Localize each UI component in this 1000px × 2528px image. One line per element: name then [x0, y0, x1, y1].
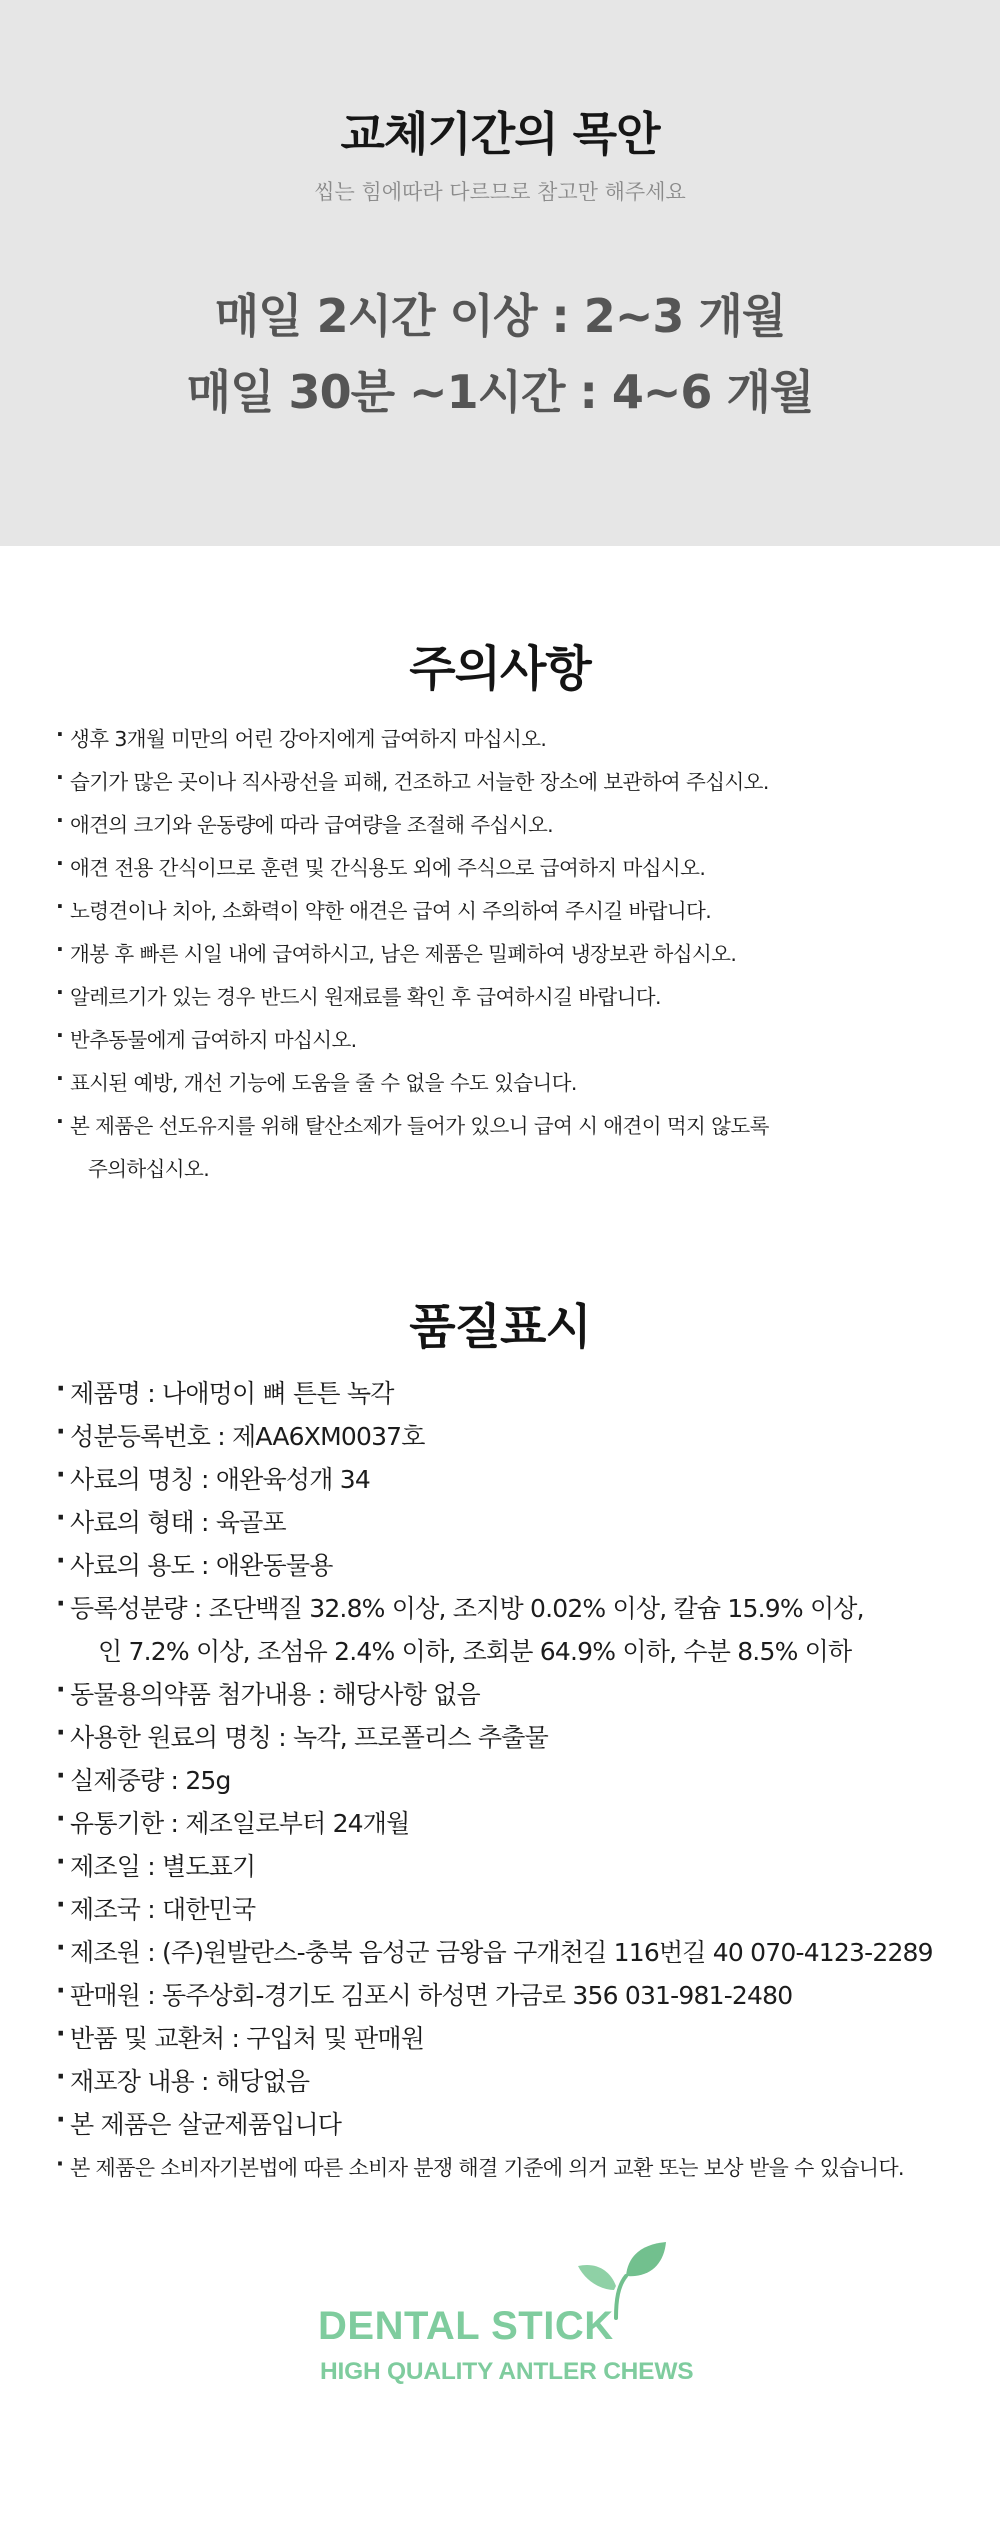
quality-item: · 등록성분량 : 조단백질 32.8% 이상, 조지방 0.02% 이상, 칼슘 15.9% 이상,: [70, 1589, 864, 1625]
dental-stick-logo: [310, 2240, 710, 2400]
replacement-line-daily-2h: 매일 2시간 이상 : 2~3 개월: [214, 289, 786, 343]
quality-item: · 제조국 : 대한민국: [70, 1890, 255, 1926]
caution-item: · 애견 전용 간식이므로 훈련 및 간식용도 외에 주식으로 급여하지 마십시오.: [70, 851, 705, 881]
replacement-period-panel: [0, 0, 1000, 546]
quality-title: 품질표시: [409, 1299, 591, 1355]
logo-name: DENTAL STICK: [318, 2304, 614, 2348]
quality-item: · 제품명 : 나애멍이 뼈 튼튼 녹각: [70, 1374, 394, 1410]
quality-item: · 제조일 : 별도표기: [70, 1847, 255, 1883]
caution-item: · 표시된 예방, 개선 기능에 도움을 줄 수 없을 수도 있습니다.: [70, 1066, 577, 1096]
quality-item: · 판매원 : 동주상회-경기도 김포시 하성면 가금로 356 031-981-2480: [70, 1976, 792, 2012]
caution-item: · 본 제품은 선도유지를 위해 탈산소제가 들어가 있으니 급여 시 애견이 먹지 않도록: [70, 1109, 769, 1139]
replacement-line-daily-30m: 매일 30분 ~1시간 : 4~6 개월: [186, 365, 814, 419]
quality-item: · 성분등록번호 : 제AA6XM0037호: [70, 1417, 425, 1453]
replacement-subtitle: 씹는 힘에따라 다르므로 참고만 해주세요: [314, 180, 686, 204]
quality-item: · 제조원 : (주)원발란스-충북 음성군 금왕읍 구개천길 116번길 40 070-4123-2289: [70, 1933, 933, 1969]
quality-item: · 반품 및 교환처 : 구입처 및 판매원: [70, 2019, 424, 2055]
caution-item-continued: 주의하십시오.: [88, 1157, 210, 1181]
quality-item: · 본 제품은 살균제품입니다: [70, 2105, 341, 2141]
caution-item: · 습기가 많은 곳이나 직사광선을 피해, 건조하고 서늘한 장소에 보관하여 주십시오.: [70, 765, 769, 795]
logo-tagline: HIGH QUALITY ANTLER CHEWS: [320, 2358, 694, 2385]
caution-item: · 생후 3개월 미만의 어린 강아지에게 급여하지 마십시오.: [70, 722, 546, 752]
caution-item: · 애견의 크기와 운동량에 따라 급여량을 조절해 주십시오.: [70, 808, 553, 838]
quality-item: · 재포장 내용 : 해당없음: [70, 2062, 309, 2098]
caution-item: · 반추동물에게 급여하지 마십시오.: [70, 1023, 357, 1053]
caution-item: · 개봉 후 빠른 시일 내에 급여하시고, 남은 제품은 밀폐하여 냉장보관 하십시오.: [70, 937, 736, 967]
caution-title: 주의사항: [409, 641, 591, 697]
caution-item: · 알레르기가 있는 경우 반드시 원재료를 확인 후 급여하시길 바랍니다.: [70, 980, 661, 1010]
quality-item: · 유통기한 : 제조일로부터 24개월: [70, 1804, 409, 1840]
quality-item: · 사료의 형태 : 육골포: [70, 1503, 286, 1539]
quality-item: · 사료의 명칭 : 애완육성개 34: [70, 1460, 370, 1496]
quality-item-continued: 인 7.2% 이상, 조섬유 2.4% 이하, 조회분 64.9% 이하, 수분 8.5% 이하: [98, 1637, 852, 1666]
quality-item: · 사료의 용도 : 애완동물용: [70, 1546, 333, 1582]
quality-item: · 본 제품은 소비자기본법에 따른 소비자 분쟁 해결 기준에 의거 교환 또는 보상 받을 수 있습니다.: [70, 2152, 904, 2182]
caution-item: · 노령견이나 치아, 소화력이 약한 애견은 급여 시 주의하여 주시길 바랍니다.: [70, 894, 711, 924]
quality-item: · 동물용의약품 첨가내용 : 해당사항 없음: [70, 1675, 480, 1711]
quality-item: · 실제중량 : 25g: [70, 1761, 231, 1797]
quality-item: · 사용한 원료의 명칭 : 녹각, 프로폴리스 추출물: [70, 1718, 548, 1754]
replacement-title: 교체기간의 목안: [340, 107, 660, 161]
